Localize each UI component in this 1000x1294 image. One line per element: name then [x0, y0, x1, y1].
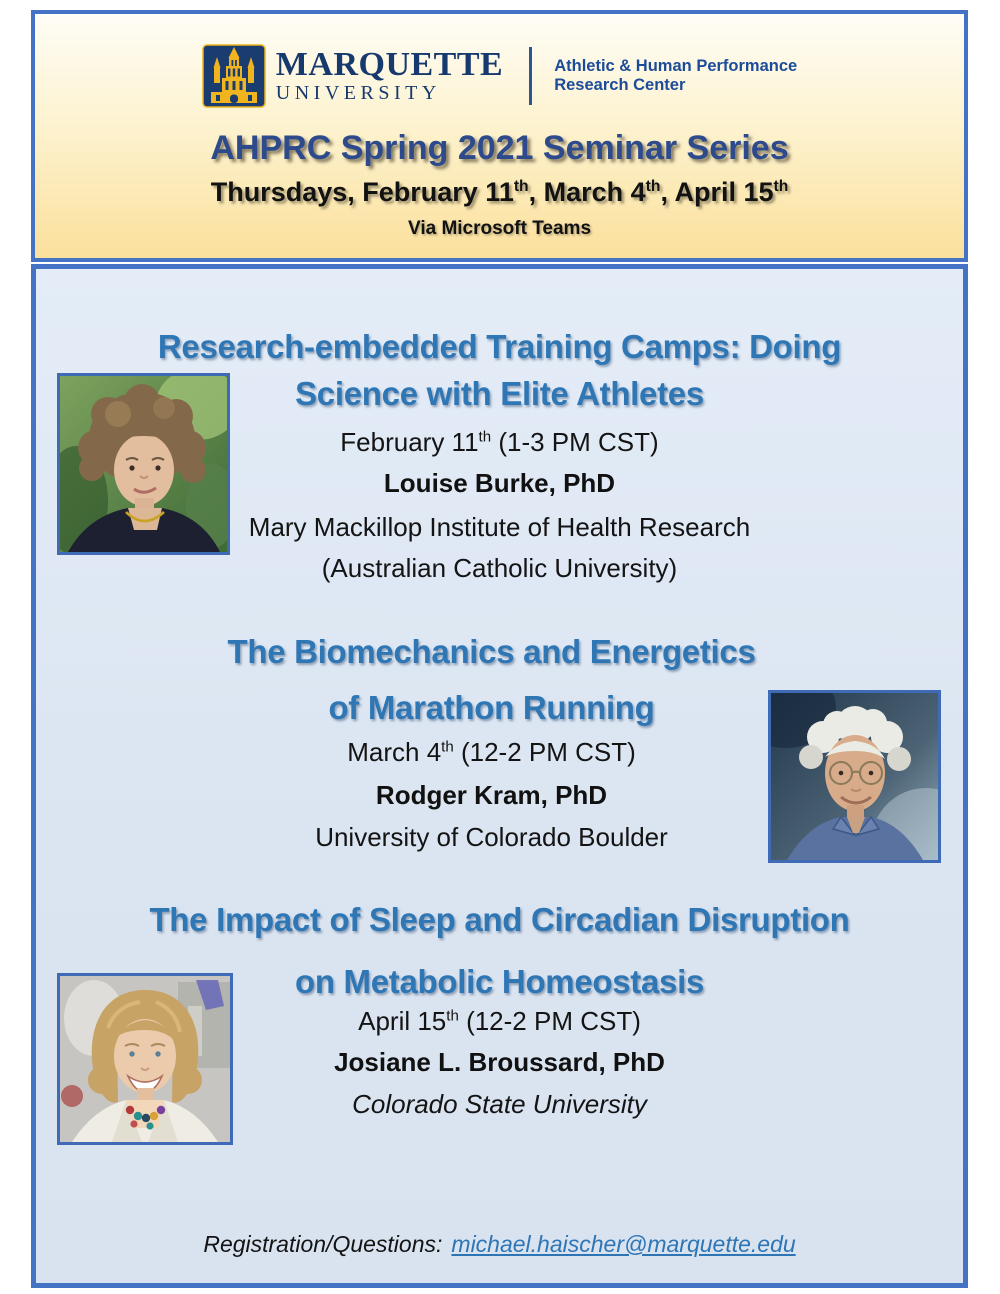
series-dates: [35, 177, 964, 208]
seminar1-speaker: Louise Burke, PhD: [383, 468, 616, 498]
seminar1-date-text: February 11: [340, 427, 479, 457]
seminar1-title-line2: Science with Elite Athletes: [295, 375, 704, 412]
seminar2-date-text: March 4: [347, 737, 442, 767]
seminar1-date-ordinal: th: [478, 428, 492, 446]
seminars-panel: [31, 264, 968, 1288]
speaker-photo-louise-burke: [57, 373, 230, 555]
speaker-photo-josiane-broussard: [57, 973, 233, 1145]
seminar1-affiliation2: (Australian Catholic University): [321, 553, 678, 583]
seminar2-date-ordinal: th: [441, 738, 454, 756]
wordmark-line1: MARQUETTE: [275, 46, 504, 83]
seminar3-date-ordinal: th: [446, 1007, 459, 1025]
dates-part3: , April 15: [660, 177, 774, 207]
university-wordmark: [276, 48, 503, 104]
research-center-name: [554, 57, 797, 95]
registration-email-link[interactable]: michael.haischer@marquette.edu: [451, 1231, 796, 1257]
seminar3-date-text: April 15: [358, 1006, 447, 1036]
header-panel: [31, 10, 968, 262]
seminar2-speaker: Rodger Kram, PhD: [375, 780, 608, 810]
registration-line: [36, 1231, 963, 1258]
speaker-photo-rodger-kram: [768, 690, 941, 863]
center-line1: Athletic & Human Performance: [554, 57, 798, 75]
seminar1-affiliation1: Mary Mackillop Institute of Health Research: [248, 512, 751, 542]
seminar3-affiliation1: Colorado State University: [352, 1089, 647, 1119]
logo-divider: [529, 47, 532, 105]
wordmark-line2: UNIVERSITY: [275, 82, 441, 104]
registration-label: Registration/Questions:: [203, 1231, 443, 1257]
dates-part1: Thursdays, February 11: [210, 177, 514, 207]
platform-note: Via Microsoft Teams: [407, 218, 592, 239]
seminar1-title-line1: Research-embedded Training Camps: Doing: [157, 328, 842, 365]
seminar1-date-time: (1-3 PM CST): [491, 427, 659, 457]
center-line2: Research Center: [554, 76, 686, 94]
seminar2-title-line2: of Marathon Running: [328, 689, 655, 726]
seminar3-date-time: (12-2 PM CST): [458, 1006, 641, 1036]
marquette-tower-icon: [202, 44, 266, 108]
seminar2-date-time: (12-2 PM CST): [453, 737, 636, 767]
dates-sup3: th: [773, 178, 789, 195]
seminar2-title-line1: The Biomechanics and Energetics: [227, 633, 756, 670]
dates-sup1: th: [513, 178, 529, 195]
logo-row: [35, 44, 964, 108]
seminar3-title-line2: on Metabolic Homeostasis: [294, 963, 705, 1000]
dates-sup2: th: [645, 178, 661, 195]
series-title: AHPRC Spring 2021 Seminar Series: [210, 129, 789, 167]
seminar3-speaker: Josiane L. Broussard, PhD: [334, 1047, 665, 1077]
seminar3-title-line1: The Impact of Sleep and Circadian Disruption: [149, 901, 850, 938]
dates-part2: , March 4: [528, 177, 646, 207]
seminar2-affiliation1: University of Colorado Boulder: [315, 822, 668, 852]
